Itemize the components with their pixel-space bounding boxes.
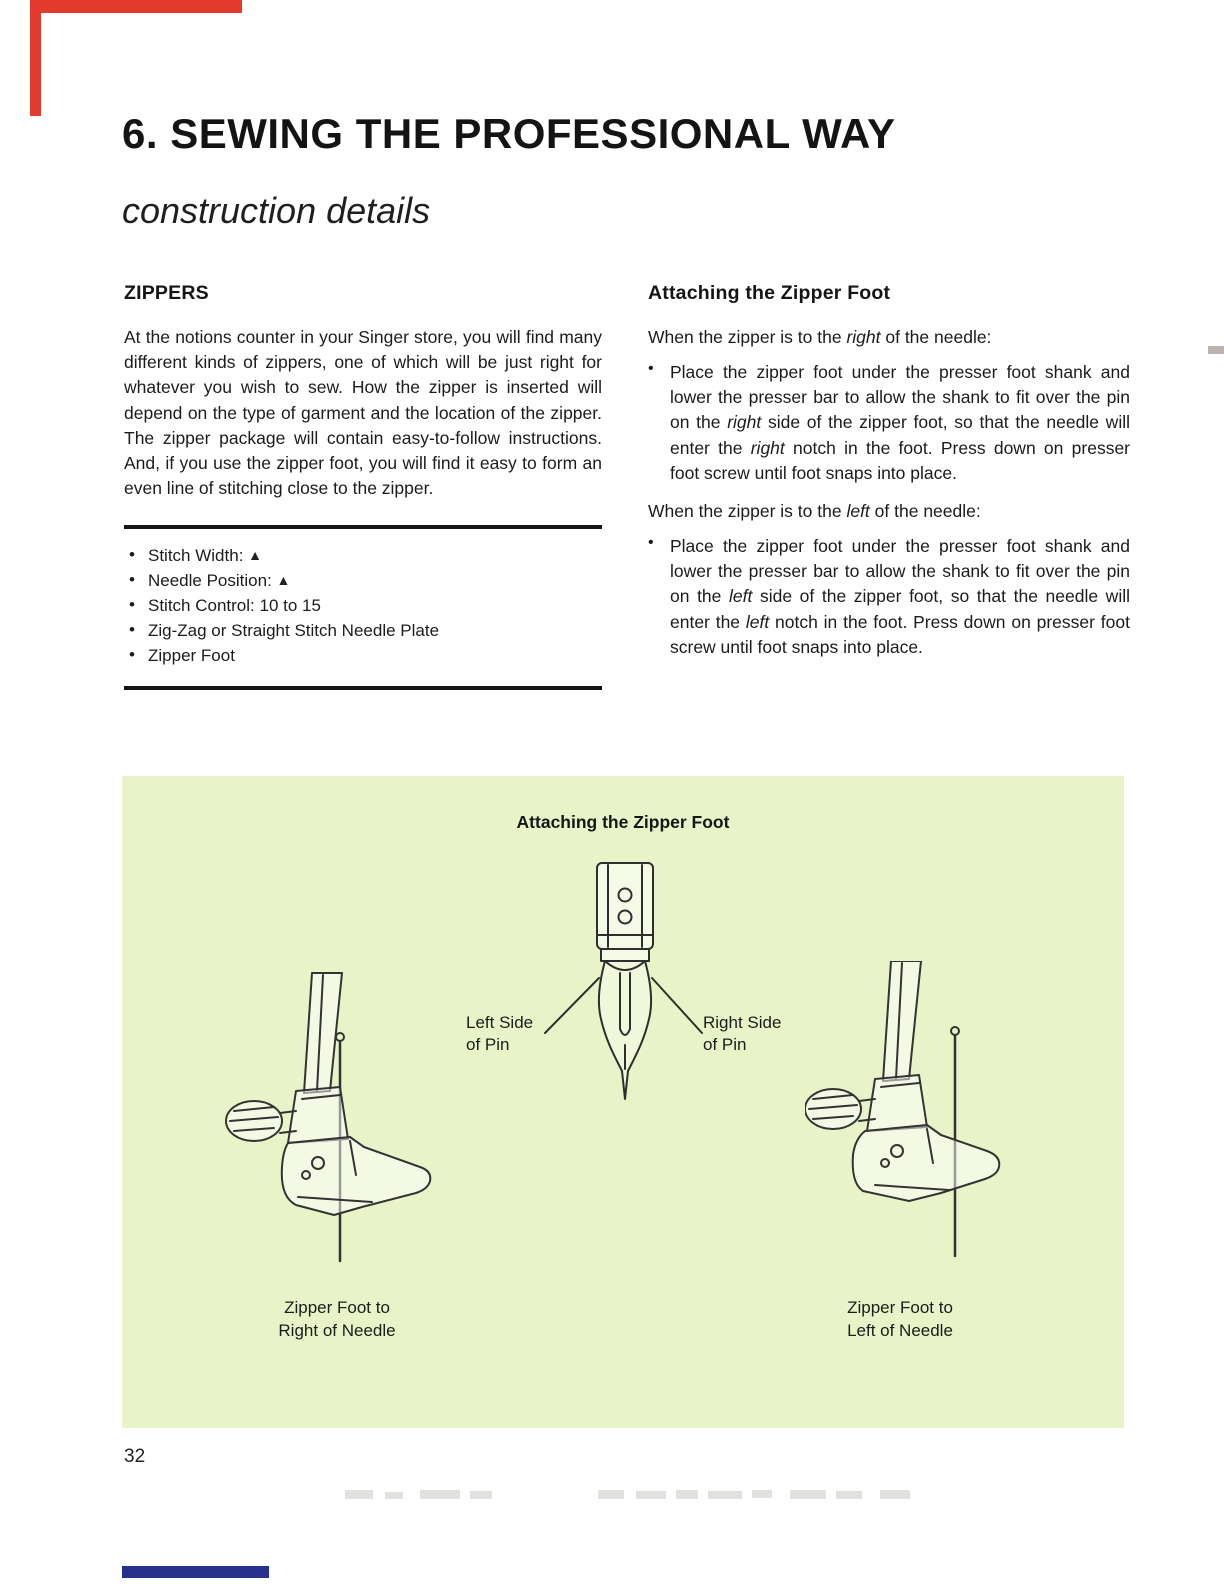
stitch-width-symbol-icon: ▲ bbox=[248, 547, 262, 564]
attaching-heading: Attaching the Zipper Foot bbox=[648, 282, 891, 304]
red-edge-mark-top bbox=[30, 0, 242, 13]
left-column bbox=[124, 282, 602, 690]
settings-rule-bottom bbox=[124, 686, 602, 690]
step-left-of-needle bbox=[648, 534, 1130, 660]
setting-item-stitch-width bbox=[124, 544, 602, 569]
setting-item-stitch-control bbox=[124, 594, 602, 619]
setting-label: Stitch Width: bbox=[148, 546, 249, 566]
intro-right-of-needle: When the zipper is to the right of the needle: bbox=[648, 327, 992, 347]
zipper-foot-front-lines bbox=[545, 863, 702, 1099]
intro-left-of-needle: When the zipper is to the left of the needle: bbox=[648, 501, 981, 522]
right-column bbox=[648, 282, 1130, 673]
setting-label: Needle Position: bbox=[148, 571, 277, 591]
zippers-paragraph: At the notions counter in your Singer store, you will find many different kinds of zippers, one of which will be just right for whatever you wish to sew. How the zipper is inserted will depend on the type of garment and the location of the zipper. The zipper package will contain easy-to-follow instructions. And, if you use the zipper foot, you will find it easy to form an even line of stitching close to the zipper. bbox=[124, 327, 602, 499]
label-left-side-of-pin: Left Side of Pin bbox=[466, 1013, 534, 1054]
setting-item-needle-plate bbox=[124, 619, 602, 644]
needle-position-symbol-icon: ▲ bbox=[276, 572, 291, 589]
settings-rule-top bbox=[124, 525, 602, 529]
page-number: 32 bbox=[124, 1446, 146, 1467]
step-right-of-needle bbox=[648, 360, 1130, 486]
zipper-foot-front-illustration bbox=[502, 861, 747, 1116]
zipper-foot-right-of-needle-illustration bbox=[222, 971, 452, 1281]
caption-foot-left-of-needle: Zipper Foot to Left of Needle bbox=[847, 1298, 953, 1340]
footer-blue-bar bbox=[122, 1566, 269, 1578]
step-text: Place the zipper foot under the presser foot shank and lower the presser bar to allow the shank to fit over the pin on the left side of the zipper foot, so that the needle will enter the left notch in the foot. Press down on presser foot screw until foot snaps into place. bbox=[670, 536, 1130, 657]
bullet-marker bbox=[648, 534, 670, 660]
section-title: construction details bbox=[122, 190, 431, 231]
setting-item-zipper-foot bbox=[124, 644, 602, 669]
machine-settings-list bbox=[124, 544, 602, 668]
setting-label: Zipper Foot bbox=[148, 645, 235, 665]
machine-lines bbox=[805, 961, 999, 1256]
setting-item-needle-position bbox=[124, 569, 602, 594]
machine-lines bbox=[226, 973, 430, 1261]
caption-foot-right-of-needle: Zipper Foot to Right of Needle bbox=[278, 1298, 396, 1340]
setting-label: Stitch Control: 10 to 15 bbox=[148, 596, 321, 616]
label-right-side-of-pin: Right Side of Pin bbox=[703, 1013, 782, 1054]
step-text: Place the zipper foot under the presser foot shank and lower the presser bar to allow the shank to fit over the pin on the right side of the zipper foot, so that the needle will enter the right notch in the foot. Press down on presser foot screw until foot snaps into place. bbox=[670, 362, 1130, 483]
red-edge-mark-left bbox=[30, 0, 41, 116]
zipper-foot-left-of-needle-illustration bbox=[805, 961, 1035, 1276]
zippers-heading: ZIPPERS bbox=[124, 282, 209, 304]
bullet-marker bbox=[648, 360, 670, 486]
chapter-title: 6. SEWING THE PROFESSIONAL WAY bbox=[122, 110, 896, 157]
scan-edge-artifact bbox=[1208, 346, 1224, 354]
zipper-foot-figure-panel bbox=[122, 776, 1124, 1428]
setting-label: Zig-Zag or Straight Stitch Needle Plate bbox=[148, 620, 440, 640]
figure-caption: Attaching the Zipper Foot bbox=[516, 812, 730, 832]
